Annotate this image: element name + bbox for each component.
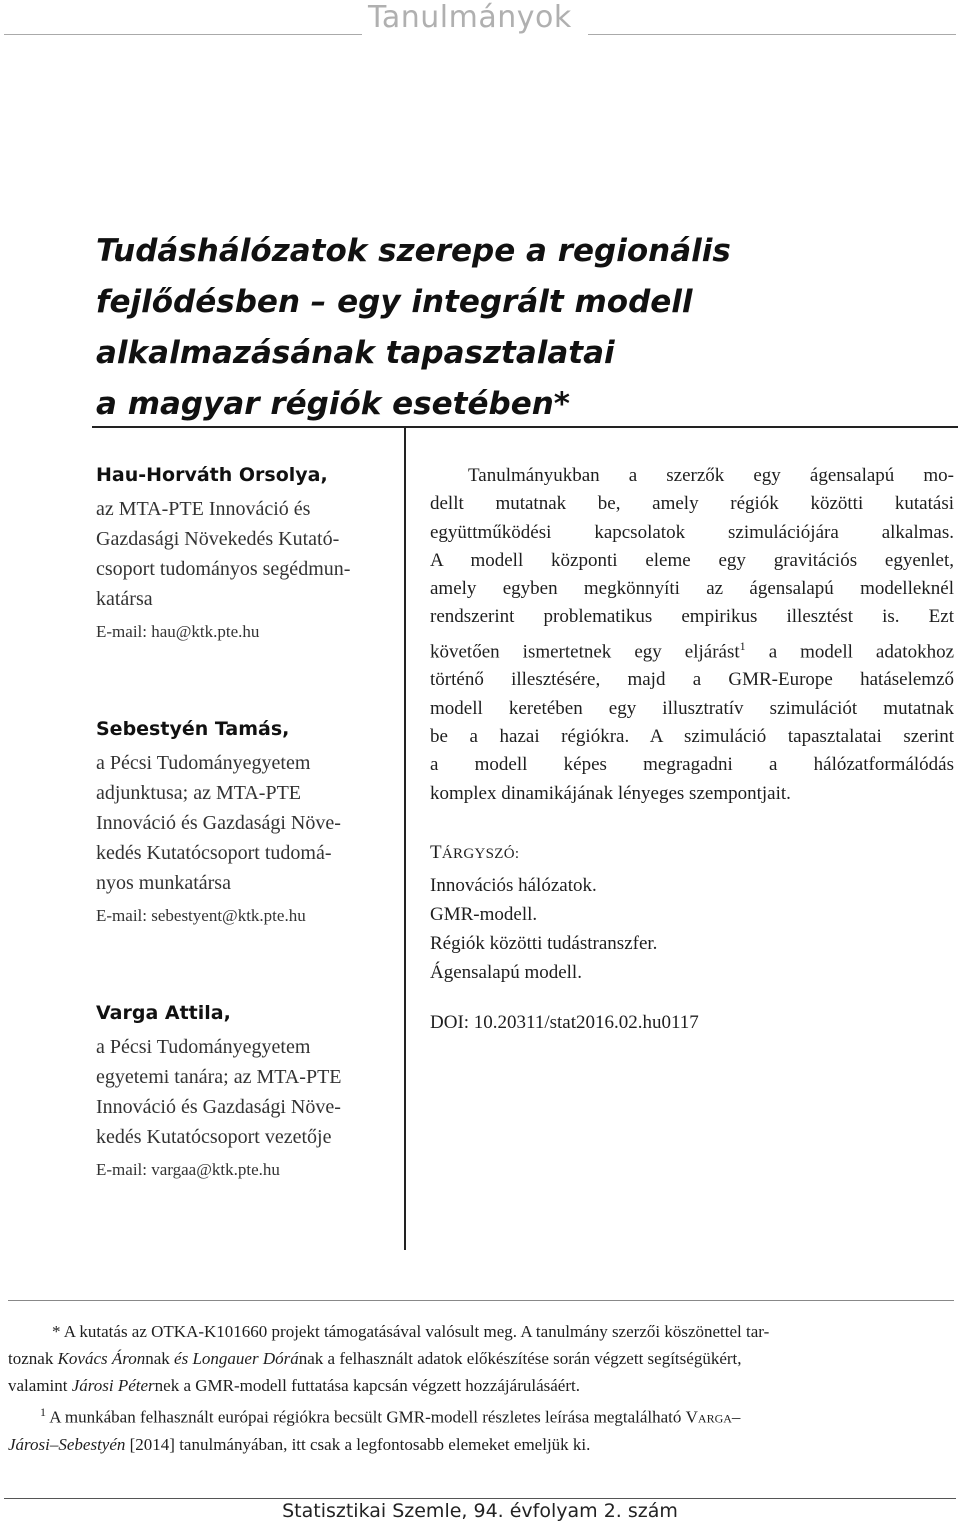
abstract-line <box>430 632 954 667</box>
author-name: Varga Attila, <box>96 1002 231 1024</box>
section-title: Tanulmányok <box>368 0 572 35</box>
keywords-label-initial: T <box>430 842 442 863</box>
abstract-line: modell keretében egy illusztratív szimulációt mutatnak <box>430 697 954 719</box>
person-name: Longauer Dórá <box>192 1349 299 1368</box>
keyword-item: Innovációs hálózatok. <box>430 875 597 896</box>
abstract-line: amely egyben megkönnyíti az ágensalapú modelleknél <box>430 578 954 600</box>
abstract-line: együttműködési kapcsolatok szimulációjára alkalmas. <box>430 521 954 543</box>
abstract-line: be a hazai régiókra. A szimuláció tapasztalatai szerint <box>430 726 954 747</box>
title-rule <box>92 426 958 428</box>
footnote-text: [2014] tanulmányában, itt csak a legfontosabb elemeket emeljük ki. <box>125 1434 591 1454</box>
footnote-text: nak a felhasznált adatok előkészítése során végzett segítségükért, <box>298 1349 742 1368</box>
footnote-text: nak <box>145 1349 175 1368</box>
title-line: a magyar régiók esetében* <box>96 386 571 422</box>
title-line: alkalmazásának tapasztalatai <box>96 335 615 371</box>
abstract-text: a modell adatokhoz <box>768 641 955 663</box>
footnote-rule <box>8 1300 954 1301</box>
affiliation-line: a Pécsi Tudományegyetem <box>96 1036 311 1058</box>
title-line: fejlődésben – egy integrált modell <box>96 284 693 320</box>
page-header <box>0 0 960 40</box>
page-footer: Statisztikai Szemle, 94. évfolyam 2. szám <box>282 1500 678 1522</box>
keywords <box>430 838 657 987</box>
footnote-line <box>8 1399 952 1431</box>
footnote-text: valamint <box>8 1376 72 1395</box>
header-rule-right <box>588 34 956 35</box>
keywords-label-rest: ÁRGYSZÓ: <box>441 846 520 862</box>
footnote-ref[interactable]: 1 <box>739 638 746 653</box>
footnote-line: * A kutatás az OTKA-K101660 projekt támogatásával valósult meg. A tanulmány szerzői köszönettel tar- <box>52 1322 770 1341</box>
keyword-item: Ágensalapú modell. <box>430 962 582 983</box>
footnote-line <box>8 1372 952 1399</box>
affiliation-line: Innováció és Gazdasági Növe- <box>96 812 341 834</box>
footnote-text: A munkában felhasznált európai régiókra becsült GMR-modell részletes leírása megtalálható <box>46 1407 686 1427</box>
person-name: Járosi–Sebestyén <box>8 1434 126 1454</box>
footer-rule <box>4 1498 956 1499</box>
footnote-one <box>8 1399 952 1458</box>
footnote-star <box>8 1318 952 1399</box>
abstract <box>430 462 954 808</box>
author-affiliation <box>96 748 341 898</box>
author-email[interactable]: E-mail: vargaa@ktk.pte.hu <box>96 1160 280 1179</box>
footnote-line <box>8 1431 952 1458</box>
affiliation-line: nyos munkatársa <box>96 872 231 894</box>
footnote-text: nek a GMR-modell futtatása kapcsán végzett hozzájárulásáért. <box>154 1376 580 1395</box>
affiliation-line: Innováció és Gazdasági Növe- <box>96 1096 341 1118</box>
footnotes <box>8 1318 952 1458</box>
footnote-text: toznak <box>8 1349 58 1368</box>
author-email[interactable]: E-mail: hau@ktk.pte.hu <box>96 622 260 641</box>
affiliation-line: az MTA-PTE Innováció és <box>96 498 311 520</box>
affiliation-line: katársa <box>96 588 153 610</box>
affiliation-line: adjunktusa; az MTA-PTE <box>96 782 302 804</box>
affiliation-line: csoport tudományos segédmun- <box>96 558 351 580</box>
header-rule-left <box>4 34 362 35</box>
keywords-label <box>430 838 657 869</box>
author-affiliation <box>96 494 350 614</box>
affiliation-line: kedés Kutatócsoport vezetője <box>96 1126 332 1148</box>
affiliation-line: Gazdasági Növekedés Kutató- <box>96 528 340 550</box>
keyword-item: Régiók közötti tudástranszfer. <box>430 933 658 954</box>
author-block <box>96 718 341 926</box>
abstract-line: történő illesztésére, majd a GMR-Europe hatáselemző <box>430 669 954 691</box>
column-divider <box>404 426 406 1250</box>
abstract-line: A modell központi eleme egy gravitációs egyenlet, <box>430 549 954 571</box>
affiliation-line: a Pécsi Tudományegyetem <box>96 752 311 774</box>
person-name: Kovács Áron <box>57 1349 146 1368</box>
affiliation-line: egyetemi tanára; az MTA-PTE <box>96 1066 342 1088</box>
author-block <box>96 464 350 642</box>
author-name: Sebestyén Tamás, <box>96 718 290 740</box>
abstract-line: a modell képes megragadni a hálózatformálódás <box>430 754 954 776</box>
author-affiliation <box>96 1032 342 1152</box>
person-name: Járosi Péter <box>71 1376 155 1395</box>
author-block <box>96 1002 342 1180</box>
title-line: Tudáshálózatok szerepe a regionális <box>96 233 731 269</box>
author-email[interactable]: E-mail: sebestyent@ktk.pte.hu <box>96 906 306 925</box>
abstract-line: Tanulmányukban a szerzők egy ágensalapú mo- <box>468 465 954 486</box>
abstract-text: követően ismertetnek egy eljárást <box>430 641 740 663</box>
abstract-line: dellt mutatnak be, amely régiók közötti kutatási <box>430 493 954 515</box>
footnote-line <box>8 1345 952 1372</box>
doi[interactable]: DOI: 10.20311/stat2016.02.hu0117 <box>430 1012 699 1033</box>
abstract-line: rendszerint problematikus empirikus illesztést is. Ezt <box>430 606 954 628</box>
person-name: Varga– <box>685 1407 741 1427</box>
affiliation-line: kedés Kutatócsoport tudomá- <box>96 842 332 864</box>
footnote-marker: 1 <box>40 1405 46 1419</box>
footnote-text: és <box>174 1349 189 1368</box>
abstract-line: komplex dinamikájának lényeges szempontjait. <box>430 782 791 804</box>
keyword-item: GMR-modell. <box>430 904 538 925</box>
author-name: Hau-Horváth Orsolya, <box>96 464 328 486</box>
article-title <box>96 226 916 430</box>
